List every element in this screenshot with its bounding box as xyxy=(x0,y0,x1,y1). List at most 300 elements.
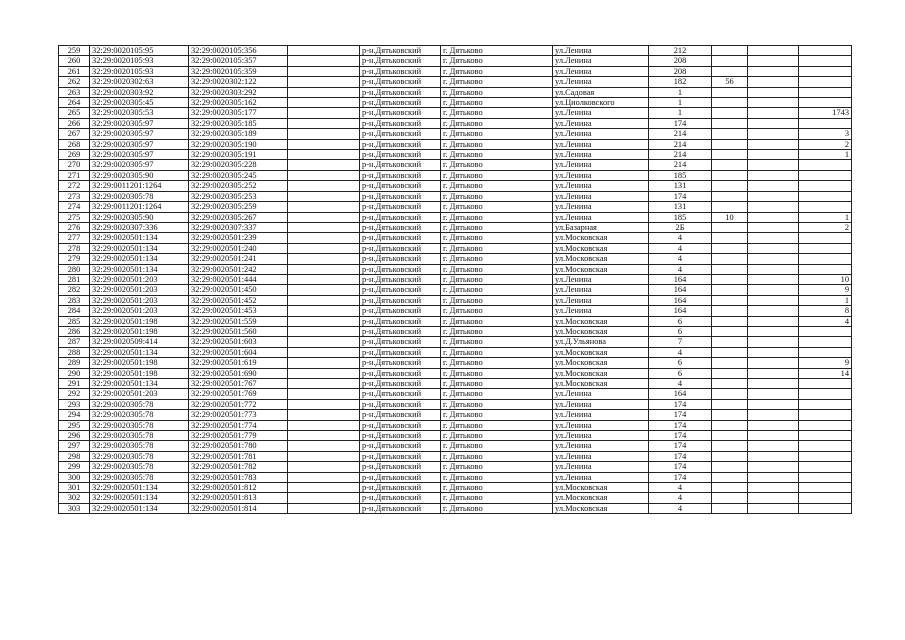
empty-column xyxy=(288,181,360,191)
empty-column xyxy=(288,493,360,503)
city-cell: г. Дятьково xyxy=(441,493,553,503)
city-cell: г. Дятьково xyxy=(441,108,553,118)
building-number-cell: 174 xyxy=(649,410,712,420)
extra-number-cell xyxy=(799,191,852,201)
empty-column xyxy=(288,46,360,56)
apartment-cell xyxy=(712,379,748,389)
building-number-cell: 4 xyxy=(649,483,712,493)
district-cell: р-н.Дятьковский xyxy=(360,451,441,461)
apartment-cell xyxy=(712,389,748,399)
apartment-cell xyxy=(712,181,748,191)
row-number: 300 xyxy=(59,472,90,482)
street-cell: ул.Ленина xyxy=(553,181,649,191)
street-cell: ул.Московская xyxy=(553,483,649,493)
city-cell: г. Дятьково xyxy=(441,56,553,66)
table-row xyxy=(59,233,852,243)
district-cell: р-н.Дятьковский xyxy=(360,379,441,389)
building-number-cell: 174 xyxy=(649,441,712,451)
object-cadastral-number: 32:29:0020501:619 xyxy=(189,358,288,368)
table-row xyxy=(59,212,852,222)
city-cell: г. Дятьково xyxy=(441,306,553,316)
district-cell: р-н.Дятьковский xyxy=(360,150,441,160)
city-cell: г. Дятьково xyxy=(441,264,553,274)
apartment-cell xyxy=(712,451,748,461)
extra-number-cell: 1 xyxy=(799,295,852,305)
apartment-cell xyxy=(712,337,748,347)
empty-column xyxy=(288,379,360,389)
street-cell: ул.Московская xyxy=(553,233,649,243)
building-number-cell: 6 xyxy=(649,358,712,368)
building-number-cell: 4 xyxy=(649,493,712,503)
object-cadastral-number: 32:29:0020305:259 xyxy=(189,202,288,212)
district-cell: р-н.Дятьковский xyxy=(360,118,441,128)
city-cell: г. Дятьково xyxy=(441,431,553,441)
room-cell xyxy=(748,87,799,97)
land-cadastral-number: 32:29:0020305:78 xyxy=(90,472,189,482)
street-cell: ул.Циолковского xyxy=(553,98,649,108)
apartment-cell xyxy=(712,306,748,316)
apartment-cell xyxy=(712,399,748,409)
street-cell: ул.Московская xyxy=(553,316,649,326)
land-cadastral-number: 32:29:0020105:95 xyxy=(90,46,189,56)
room-cell xyxy=(748,108,799,118)
empty-column xyxy=(288,410,360,420)
table-row xyxy=(59,399,852,409)
table-row xyxy=(59,129,852,139)
building-number-cell: 208 xyxy=(649,56,712,66)
street-cell: ул.Ленина xyxy=(553,160,649,170)
extra-number-cell xyxy=(799,326,852,336)
building-number-cell: 4 xyxy=(649,264,712,274)
object-cadastral-number: 32:29:0020501:604 xyxy=(189,347,288,357)
city-cell: г. Дятьково xyxy=(441,347,553,357)
land-cadastral-number: 32:29:0020501:198 xyxy=(90,316,189,326)
street-cell: ул.Д.Ульянова xyxy=(553,337,649,347)
table-row xyxy=(59,87,852,97)
empty-column xyxy=(288,98,360,108)
district-cell: р-н.Дятьковский xyxy=(360,493,441,503)
object-cadastral-number: 32:29:0020501:783 xyxy=(189,472,288,482)
object-cadastral-number: 32:29:0020501:452 xyxy=(189,295,288,305)
extra-number-cell xyxy=(799,410,852,420)
table-row xyxy=(59,358,852,368)
object-cadastral-number: 32:29:0020305:185 xyxy=(189,118,288,128)
district-cell: р-н.Дятьковский xyxy=(360,129,441,139)
table-row xyxy=(59,316,852,326)
object-cadastral-number: 32:29:0020105:359 xyxy=(189,66,288,76)
object-cadastral-number: 32:29:0020501:239 xyxy=(189,233,288,243)
district-cell: р-н.Дятьковский xyxy=(360,139,441,149)
city-cell: г. Дятьково xyxy=(441,483,553,493)
extra-number-cell xyxy=(799,399,852,409)
extra-number-cell xyxy=(799,451,852,461)
land-cadastral-number: 32:29:0020307:336 xyxy=(90,222,189,232)
object-cadastral-number: 32:29:0020305:190 xyxy=(189,139,288,149)
room-cell xyxy=(748,483,799,493)
room-cell xyxy=(748,379,799,389)
city-cell: г. Дятьково xyxy=(441,222,553,232)
city-cell: г. Дятьково xyxy=(441,451,553,461)
extra-number-cell xyxy=(799,493,852,503)
district-cell: р-н.Дятьковский xyxy=(360,368,441,378)
object-cadastral-number: 32:29:0020501:772 xyxy=(189,399,288,409)
street-cell: ул.Ленина xyxy=(553,129,649,139)
row-number: 278 xyxy=(59,243,90,253)
room-cell xyxy=(748,399,799,409)
city-cell: г. Дятьково xyxy=(441,170,553,180)
extra-number-cell xyxy=(799,160,852,170)
object-cadastral-number: 32:29:0020307:337 xyxy=(189,222,288,232)
object-cadastral-number: 32:29:0020501:560 xyxy=(189,326,288,336)
building-number-cell: 7 xyxy=(649,337,712,347)
building-number-cell: 4 xyxy=(649,254,712,264)
land-cadastral-number: 32:29:0020501:134 xyxy=(90,264,189,274)
building-number-cell: 214 xyxy=(649,139,712,149)
table-row xyxy=(59,420,852,430)
row-number: 293 xyxy=(59,399,90,409)
apartment-cell xyxy=(712,368,748,378)
district-cell: р-н.Дятьковский xyxy=(360,503,441,513)
city-cell: г. Дятьково xyxy=(441,389,553,399)
land-cadastral-number: 32:29:0020501:198 xyxy=(90,326,189,336)
district-cell: р-н.Дятьковский xyxy=(360,170,441,180)
room-cell xyxy=(748,191,799,201)
registry-table xyxy=(58,45,852,514)
extra-number-cell xyxy=(799,483,852,493)
street-cell: ул.Ленина xyxy=(553,306,649,316)
object-cadastral-number: 32:29:0020501:242 xyxy=(189,264,288,274)
city-cell: г. Дятьково xyxy=(441,150,553,160)
district-cell: р-н.Дятьковский xyxy=(360,243,441,253)
apartment-cell xyxy=(712,326,748,336)
object-cadastral-number: 32:29:0020303:292 xyxy=(189,87,288,97)
apartment-cell xyxy=(712,56,748,66)
room-cell xyxy=(748,493,799,503)
empty-column xyxy=(288,254,360,264)
empty-column xyxy=(288,451,360,461)
room-cell xyxy=(748,264,799,274)
room-cell xyxy=(748,233,799,243)
row-number: 265 xyxy=(59,108,90,118)
street-cell: ул.Ленина xyxy=(553,150,649,160)
room-cell xyxy=(748,254,799,264)
city-cell: г. Дятьково xyxy=(441,212,553,222)
district-cell: р-н.Дятьковский xyxy=(360,347,441,357)
district-cell: р-н.Дятьковский xyxy=(360,462,441,472)
row-number: 273 xyxy=(59,191,90,201)
extra-number-cell: 10 xyxy=(799,274,852,284)
building-number-cell: 1 xyxy=(649,98,712,108)
extra-number-cell xyxy=(799,66,852,76)
row-number: 282 xyxy=(59,285,90,295)
land-cadastral-number: 32:29:0020305:78 xyxy=(90,410,189,420)
table-row xyxy=(59,77,852,87)
table-row xyxy=(59,379,852,389)
room-cell xyxy=(748,295,799,305)
building-number-cell: 164 xyxy=(649,285,712,295)
apartment-cell xyxy=(712,170,748,180)
room-cell xyxy=(748,66,799,76)
empty-column xyxy=(288,243,360,253)
room-cell xyxy=(748,420,799,430)
street-cell: ул.Базарная xyxy=(553,222,649,232)
extra-number-cell xyxy=(799,181,852,191)
apartment-cell xyxy=(712,264,748,274)
land-cadastral-number: 32:29:0020305:78 xyxy=(90,399,189,409)
street-cell: ул.Ленина xyxy=(553,66,649,76)
empty-column xyxy=(288,274,360,284)
extra-number-cell xyxy=(799,431,852,441)
land-cadastral-number: 32:29:0011201:1264 xyxy=(90,202,189,212)
building-number-cell: 4 xyxy=(649,233,712,243)
building-number-cell: 174 xyxy=(649,191,712,201)
city-cell: г. Дятьково xyxy=(441,87,553,97)
building-number-cell: 214 xyxy=(649,129,712,139)
city-cell: г. Дятьково xyxy=(441,233,553,243)
table-row xyxy=(59,66,852,76)
empty-column xyxy=(288,77,360,87)
extra-number-cell xyxy=(799,347,852,357)
district-cell: р-н.Дятьковский xyxy=(360,254,441,264)
empty-column xyxy=(288,483,360,493)
extra-number-cell: 9 xyxy=(799,285,852,295)
extra-number-cell xyxy=(799,264,852,274)
city-cell: г. Дятьково xyxy=(441,202,553,212)
empty-column xyxy=(288,420,360,430)
building-number-cell: 6 xyxy=(649,316,712,326)
extra-number-cell: 1743 xyxy=(799,108,852,118)
apartment-cell xyxy=(712,150,748,160)
room-cell xyxy=(748,243,799,253)
district-cell: р-н.Дятьковский xyxy=(360,285,441,295)
row-number: 277 xyxy=(59,233,90,243)
table-row xyxy=(59,181,852,191)
apartment-cell xyxy=(712,441,748,451)
table-row xyxy=(59,139,852,149)
table-row xyxy=(59,306,852,316)
room-cell xyxy=(748,150,799,160)
district-cell: р-н.Дятьковский xyxy=(360,66,441,76)
district-cell: р-н.Дятьковский xyxy=(360,108,441,118)
land-cadastral-number: 32:29:0020501:203 xyxy=(90,285,189,295)
row-number: 296 xyxy=(59,431,90,441)
land-cadastral-number: 32:29:0020501:134 xyxy=(90,254,189,264)
district-cell: р-н.Дятьковский xyxy=(360,274,441,284)
building-number-cell: 214 xyxy=(649,160,712,170)
street-cell: ул.Ленина xyxy=(553,389,649,399)
city-cell: г. Дятьково xyxy=(441,77,553,87)
city-cell: г. Дятьково xyxy=(441,358,553,368)
land-cadastral-number: 32:29:0020501:134 xyxy=(90,243,189,253)
row-number: 269 xyxy=(59,150,90,160)
table-row xyxy=(59,483,852,493)
apartment-cell xyxy=(712,160,748,170)
district-cell: р-н.Дятьковский xyxy=(360,264,441,274)
apartment-cell xyxy=(712,118,748,128)
district-cell: р-н.Дятьковский xyxy=(360,87,441,97)
row-number: 297 xyxy=(59,441,90,451)
room-cell xyxy=(748,347,799,357)
apartment-cell xyxy=(712,358,748,368)
room-cell xyxy=(748,46,799,56)
city-cell: г. Дятьково xyxy=(441,420,553,430)
table-row xyxy=(59,347,852,357)
land-cadastral-number: 32:29:0020501:134 xyxy=(90,233,189,243)
building-number-cell: 164 xyxy=(649,295,712,305)
apartment-cell xyxy=(712,233,748,243)
extra-number-cell: 1 xyxy=(799,150,852,160)
table-row xyxy=(59,170,852,180)
city-cell: г. Дятьково xyxy=(441,118,553,128)
apartment-cell: 56 xyxy=(712,77,748,87)
table-row xyxy=(59,222,852,232)
row-number: 295 xyxy=(59,420,90,430)
row-number: 268 xyxy=(59,139,90,149)
object-cadastral-number: 32:29:0020501:782 xyxy=(189,462,288,472)
land-cadastral-number: 32:29:0020501:203 xyxy=(90,274,189,284)
district-cell: р-н.Дятьковский xyxy=(360,77,441,87)
land-cadastral-number: 32:29:0020501:134 xyxy=(90,493,189,503)
apartment-cell xyxy=(712,431,748,441)
table-row xyxy=(59,441,852,451)
apartment-cell xyxy=(712,66,748,76)
extra-number-cell xyxy=(799,503,852,513)
land-cadastral-number: 32:29:0020501:198 xyxy=(90,358,189,368)
apartment-cell xyxy=(712,254,748,264)
room-cell xyxy=(748,389,799,399)
object-cadastral-number: 32:29:0020305:177 xyxy=(189,108,288,118)
empty-column xyxy=(288,212,360,222)
street-cell: ул.Ленина xyxy=(553,56,649,66)
district-cell: р-н.Дятьковский xyxy=(360,420,441,430)
extra-number-cell: 2 xyxy=(799,222,852,232)
object-cadastral-number: 32:29:0020105:356 xyxy=(189,46,288,56)
district-cell: р-н.Дятьковский xyxy=(360,233,441,243)
land-cadastral-number: 32:29:0020501:134 xyxy=(90,379,189,389)
city-cell: г. Дятьково xyxy=(441,503,553,513)
street-cell: ул.Ленина xyxy=(553,295,649,305)
apartment-cell xyxy=(712,243,748,253)
row-number: 286 xyxy=(59,326,90,336)
room-cell xyxy=(748,98,799,108)
empty-column xyxy=(288,222,360,232)
land-cadastral-number: 32:29:0020305:78 xyxy=(90,420,189,430)
table-row xyxy=(59,243,852,253)
building-number-cell: 174 xyxy=(649,118,712,128)
table-row xyxy=(59,472,852,482)
row-number: 298 xyxy=(59,451,90,461)
district-cell: р-н.Дятьковский xyxy=(360,358,441,368)
empty-column xyxy=(288,503,360,513)
apartment-cell xyxy=(712,222,748,232)
city-cell: г. Дятьково xyxy=(441,285,553,295)
extra-number-cell: 3 xyxy=(799,129,852,139)
row-number: 303 xyxy=(59,503,90,513)
extra-number-cell xyxy=(799,233,852,243)
table-row xyxy=(59,98,852,108)
building-number-cell: 182 xyxy=(649,77,712,87)
empty-column xyxy=(288,337,360,347)
district-cell: р-н.Дятьковский xyxy=(360,46,441,56)
district-cell: р-н.Дятьковский xyxy=(360,56,441,66)
object-cadastral-number: 32:29:0020305:162 xyxy=(189,98,288,108)
extra-number-cell xyxy=(799,420,852,430)
city-cell: г. Дятьково xyxy=(441,410,553,420)
row-number: 287 xyxy=(59,337,90,347)
row-number: 275 xyxy=(59,212,90,222)
street-cell: ул.Московская xyxy=(553,368,649,378)
street-cell: ул.Ленина xyxy=(553,170,649,180)
object-cadastral-number: 32:29:0020501:453 xyxy=(189,306,288,316)
row-number: 291 xyxy=(59,379,90,389)
extra-number-cell xyxy=(799,389,852,399)
table-row xyxy=(59,254,852,264)
land-cadastral-number: 32:29:0020303:92 xyxy=(90,87,189,97)
city-cell: г. Дятьково xyxy=(441,254,553,264)
building-number-cell: 4 xyxy=(649,379,712,389)
street-cell: ул.Ленина xyxy=(553,410,649,420)
object-cadastral-number: 32:29:0020305:253 xyxy=(189,191,288,201)
room-cell xyxy=(748,202,799,212)
city-cell: г. Дятьково xyxy=(441,472,553,482)
extra-number-cell xyxy=(799,87,852,97)
apartment-cell xyxy=(712,191,748,201)
empty-column xyxy=(288,160,360,170)
apartment-cell xyxy=(712,274,748,284)
building-number-cell: 2Б xyxy=(649,222,712,232)
object-cadastral-number: 32:29:0020501:241 xyxy=(189,254,288,264)
district-cell: р-н.Дятьковский xyxy=(360,431,441,441)
street-cell: ул.Ленина xyxy=(553,77,649,87)
room-cell xyxy=(748,358,799,368)
apartment-cell xyxy=(712,202,748,212)
room-cell xyxy=(748,160,799,170)
empty-column xyxy=(288,431,360,441)
row-number: 289 xyxy=(59,358,90,368)
building-number-cell: 174 xyxy=(649,399,712,409)
apartment-cell xyxy=(712,493,748,503)
street-cell: ул.Ленина xyxy=(553,420,649,430)
city-cell: г. Дятьково xyxy=(441,274,553,284)
street-cell: ул.Ленина xyxy=(553,46,649,56)
row-number: 279 xyxy=(59,254,90,264)
room-cell xyxy=(748,56,799,66)
room-cell xyxy=(748,441,799,451)
room-cell xyxy=(748,139,799,149)
building-number-cell: 185 xyxy=(649,170,712,180)
land-cadastral-number: 32:29:0020501:198 xyxy=(90,368,189,378)
land-cadastral-number: 32:29:0020105:93 xyxy=(90,56,189,66)
empty-column xyxy=(288,139,360,149)
row-number: 290 xyxy=(59,368,90,378)
object-cadastral-number: 32:29:0020305:189 xyxy=(189,129,288,139)
table-row xyxy=(59,503,852,513)
empty-column xyxy=(288,399,360,409)
apartment-cell xyxy=(712,98,748,108)
empty-column xyxy=(288,118,360,128)
street-cell: ул.Ленина xyxy=(553,431,649,441)
extra-number-cell xyxy=(799,254,852,264)
empty-column xyxy=(288,129,360,139)
land-cadastral-number: 32:29:0020305:78 xyxy=(90,431,189,441)
apartment-cell xyxy=(712,316,748,326)
land-cadastral-number: 32:29:0020501:203 xyxy=(90,295,189,305)
street-cell: ул.Ленина xyxy=(553,441,649,451)
city-cell: г. Дятьково xyxy=(441,337,553,347)
empty-column xyxy=(288,472,360,482)
building-number-cell: 174 xyxy=(649,431,712,441)
object-cadastral-number: 32:29:0020305:228 xyxy=(189,160,288,170)
